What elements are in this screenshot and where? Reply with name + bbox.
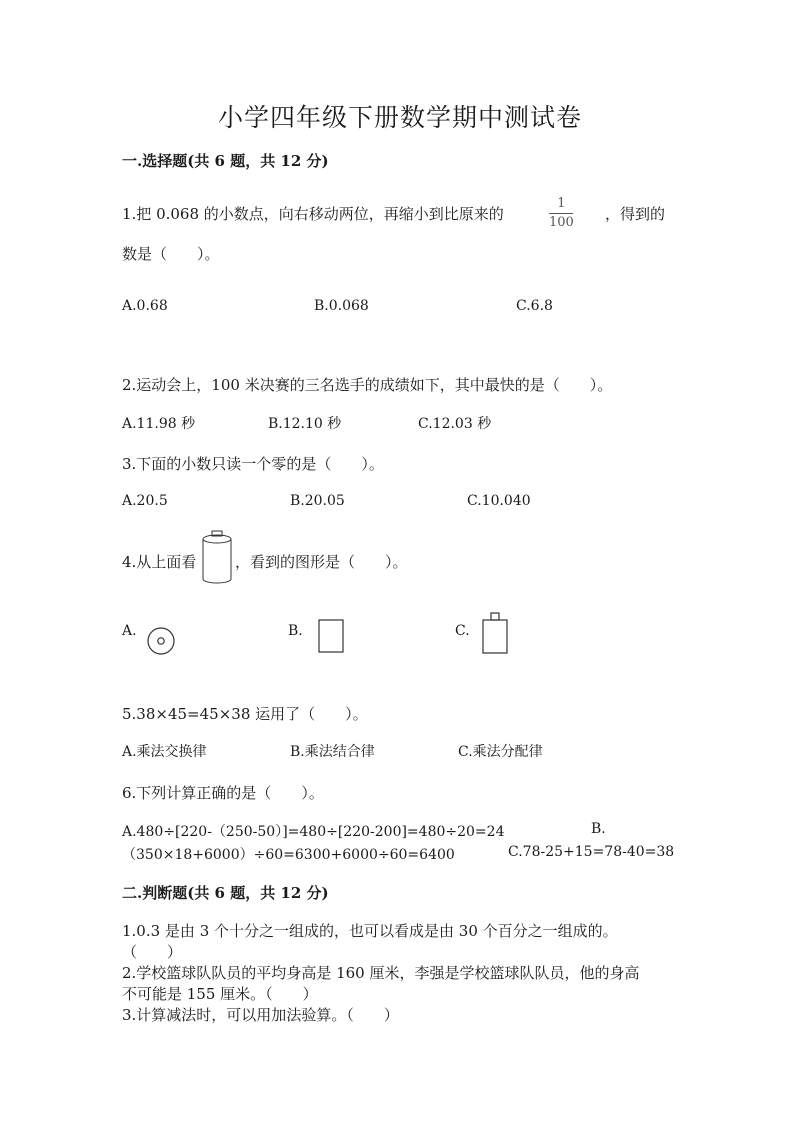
q5-option-c[interactable]: C.乘法分配律 (458, 744, 543, 760)
q2-option-a[interactable]: A.11.98 秒 (122, 416, 196, 432)
rectangle-shape-icon (318, 619, 344, 653)
q4-option-a[interactable]: A. (122, 623, 137, 639)
question-3-text: 3.下面的小数只读一个零的是（ ）。 (122, 455, 384, 473)
q4-option-c[interactable]: C. (455, 623, 470, 639)
q5-option-a[interactable]: A.乘法交换律 (122, 744, 207, 760)
question-1-text-line2: 数是（ ）。 (122, 245, 220, 263)
q6-option-c[interactable]: C.78-25+15=78-40=38 (508, 844, 675, 860)
section-heading-judge: 二.判断题(共 6 题，共 12 分) (122, 884, 329, 902)
fraction-one-hundredth (549, 196, 574, 231)
q6-option-b-label[interactable]: B. (591, 821, 606, 837)
judge-1-answer[interactable]: （ ） (122, 943, 183, 961)
q2-option-c[interactable]: C.12.03 秒 (418, 416, 492, 432)
page-title: 小学四年级下册数学期中测试卷 (217, 103, 582, 132)
fraction-numerator: 1 (557, 196, 566, 211)
judge-3-text[interactable]: 3.计算减法时，可以用加法验算。（ ） (122, 1006, 399, 1024)
question-1-text: 1.把 0.068 的小数点，向右移动两位，再缩小到比原来的 (122, 205, 504, 223)
q1-option-a[interactable]: A.0.68 (122, 298, 168, 314)
rectangle-with-cap-icon (482, 612, 508, 654)
q3-option-a[interactable]: A.20.5 (122, 493, 168, 509)
question-5-text: 5.38×45=45×38 运用了（ ）。 (122, 705, 368, 723)
section-heading-choice: 一.选择题(共 6 题，共 12 分) (122, 152, 329, 170)
question-6-text: 6.下列计算正确的是（ ）。 (122, 784, 324, 802)
q6-option-b[interactable]: （350×18+6000）÷60=6300+6000÷60=6400 (122, 847, 455, 863)
question-4-text: 4.从上面看 (122, 553, 197, 571)
q5-option-b[interactable]: B.乘法结合律 (290, 744, 375, 760)
q1-option-c[interactable]: C.6.8 (516, 298, 553, 314)
judge-2-text: 2.学校篮球队队员的平均身高是 160 厘米，李强是学校篮球队队员，他的身高 (122, 964, 640, 982)
judge-1-text: 1.0.3 是由 3 个十分之一组成的，也可以看成是由 30 个百分之一组成的。 (122, 922, 618, 940)
concentric-circles-icon (146, 626, 176, 656)
cylinder-object-icon (201, 530, 235, 586)
q2-option-b[interactable]: B.12.10 秒 (268, 416, 342, 432)
judge-2-text-line2[interactable]: 不可能是 155 厘米。（ ） (122, 985, 318, 1003)
fraction-denominator: 100 (549, 215, 574, 230)
question-2-text: 2.运动会上，100 米决赛的三名选手的成绩如下，其中最快的是（ ）。 (122, 376, 613, 394)
question-4-text-tail: ，看到的图形是（ ）。 (235, 553, 408, 571)
q4-option-b[interactable]: B. (288, 623, 303, 639)
q1-option-b[interactable]: B.0.068 (314, 298, 369, 314)
fraction-bar (549, 213, 573, 214)
q3-option-c[interactable]: C.10.040 (467, 493, 531, 509)
q6-option-a[interactable]: A.480÷[220-（250-50）]=480÷[220-200]=480÷20=24 (122, 824, 505, 840)
q3-option-b[interactable]: B.20.05 (290, 493, 345, 509)
question-1-text-tail: ，得到的 (605, 205, 666, 223)
